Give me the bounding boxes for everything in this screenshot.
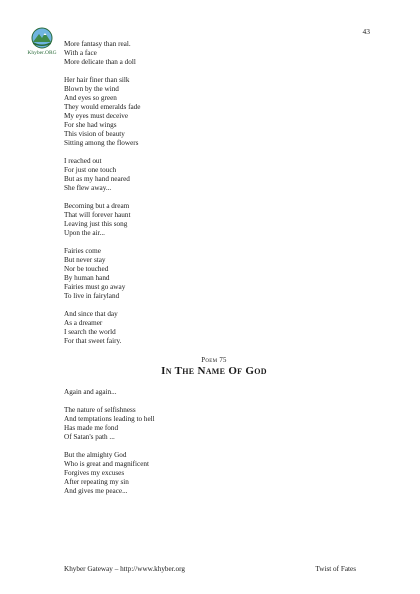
poem-line: For she had wings xyxy=(64,121,117,129)
poem-line: They would emeralds fade xyxy=(64,103,141,111)
poem-line: Has made me fond xyxy=(64,424,119,432)
poem-line: Upon the air... xyxy=(64,229,105,237)
poem-line: And since that day xyxy=(64,310,118,318)
stanza xyxy=(64,202,364,238)
poem-line: She flew away... xyxy=(64,184,112,192)
poem-line: Fairies must go away xyxy=(64,283,126,291)
stanza xyxy=(64,406,364,442)
poem-line: After repeating my sin xyxy=(64,478,129,486)
poem-line: By human hand xyxy=(64,274,110,282)
poem-label-text: Poem 75 xyxy=(201,357,227,364)
poem-line: But as my hand neared xyxy=(64,175,130,183)
poem-line: That will forever haunt xyxy=(64,211,131,219)
page-content xyxy=(64,40,364,505)
poem-line: But never stay xyxy=(64,256,106,264)
poem-title xyxy=(64,367,364,376)
poem-line: For just one touch xyxy=(64,166,117,174)
footer-book-title: Twist of Fates xyxy=(315,565,356,573)
poem-line: I search the world xyxy=(64,328,116,336)
poem-line: Nor be touched xyxy=(64,265,109,273)
stanza xyxy=(64,388,364,397)
poem-line: Of Satan's path ... xyxy=(64,433,115,441)
poem-in-the-name-of-god xyxy=(64,388,364,496)
poem-line: And temptations leading to hell xyxy=(64,415,155,423)
page-number: 43 xyxy=(362,27,370,36)
poem-line: Fairies come xyxy=(64,247,101,255)
poem-line: More fantasy than real. xyxy=(64,40,131,48)
site-logo[interactable] xyxy=(22,27,62,65)
poem-line: Sitting among the flowers xyxy=(64,139,139,147)
poem-line: And eyes so green xyxy=(64,94,117,102)
poem-line: My eyes must deceive xyxy=(64,112,129,120)
poem-line: Forgives my excuses xyxy=(64,469,125,477)
poem-line: Again and again... xyxy=(64,388,117,396)
poem-line: With a face xyxy=(64,49,97,57)
poem-line: As a dreamer xyxy=(64,319,103,327)
stanza xyxy=(64,451,364,496)
poem-label xyxy=(64,356,364,365)
poem-line: Blown by the wind xyxy=(64,85,119,93)
poem-line: This vision of beauty xyxy=(64,130,125,138)
stanza xyxy=(64,310,364,346)
stanza xyxy=(64,247,364,301)
poem-line: For that sweet fairy. xyxy=(64,337,122,345)
poem-line: More delicate than a doll xyxy=(64,58,136,66)
poem-title-text: In The Name Of God xyxy=(161,365,267,377)
stanza xyxy=(64,76,364,148)
poem-line: Becoming but a dream xyxy=(64,202,130,210)
logo-text: Khyber.ORG xyxy=(27,50,57,56)
poem-line: But the almighty God xyxy=(64,451,127,459)
poem-line: The nature of selfishness xyxy=(64,406,136,414)
poem-line: Leaving just this song xyxy=(64,220,128,228)
footer xyxy=(64,565,356,573)
footer-source-link[interactable]: Khyber Gateway – http://www.khyber.org xyxy=(64,565,185,573)
poem-line: To live in fairyland xyxy=(64,292,120,300)
poem-line: I reached out xyxy=(64,157,102,165)
poem-line: And gives me peace... xyxy=(64,487,128,495)
poem-line: Her hair finer than silk xyxy=(64,76,130,84)
stanza xyxy=(64,40,364,67)
poem-line: Who is great and magnificent xyxy=(64,460,150,468)
stanza xyxy=(64,157,364,193)
mountain-logo-icon xyxy=(31,27,53,49)
poem-fairy xyxy=(64,40,364,346)
